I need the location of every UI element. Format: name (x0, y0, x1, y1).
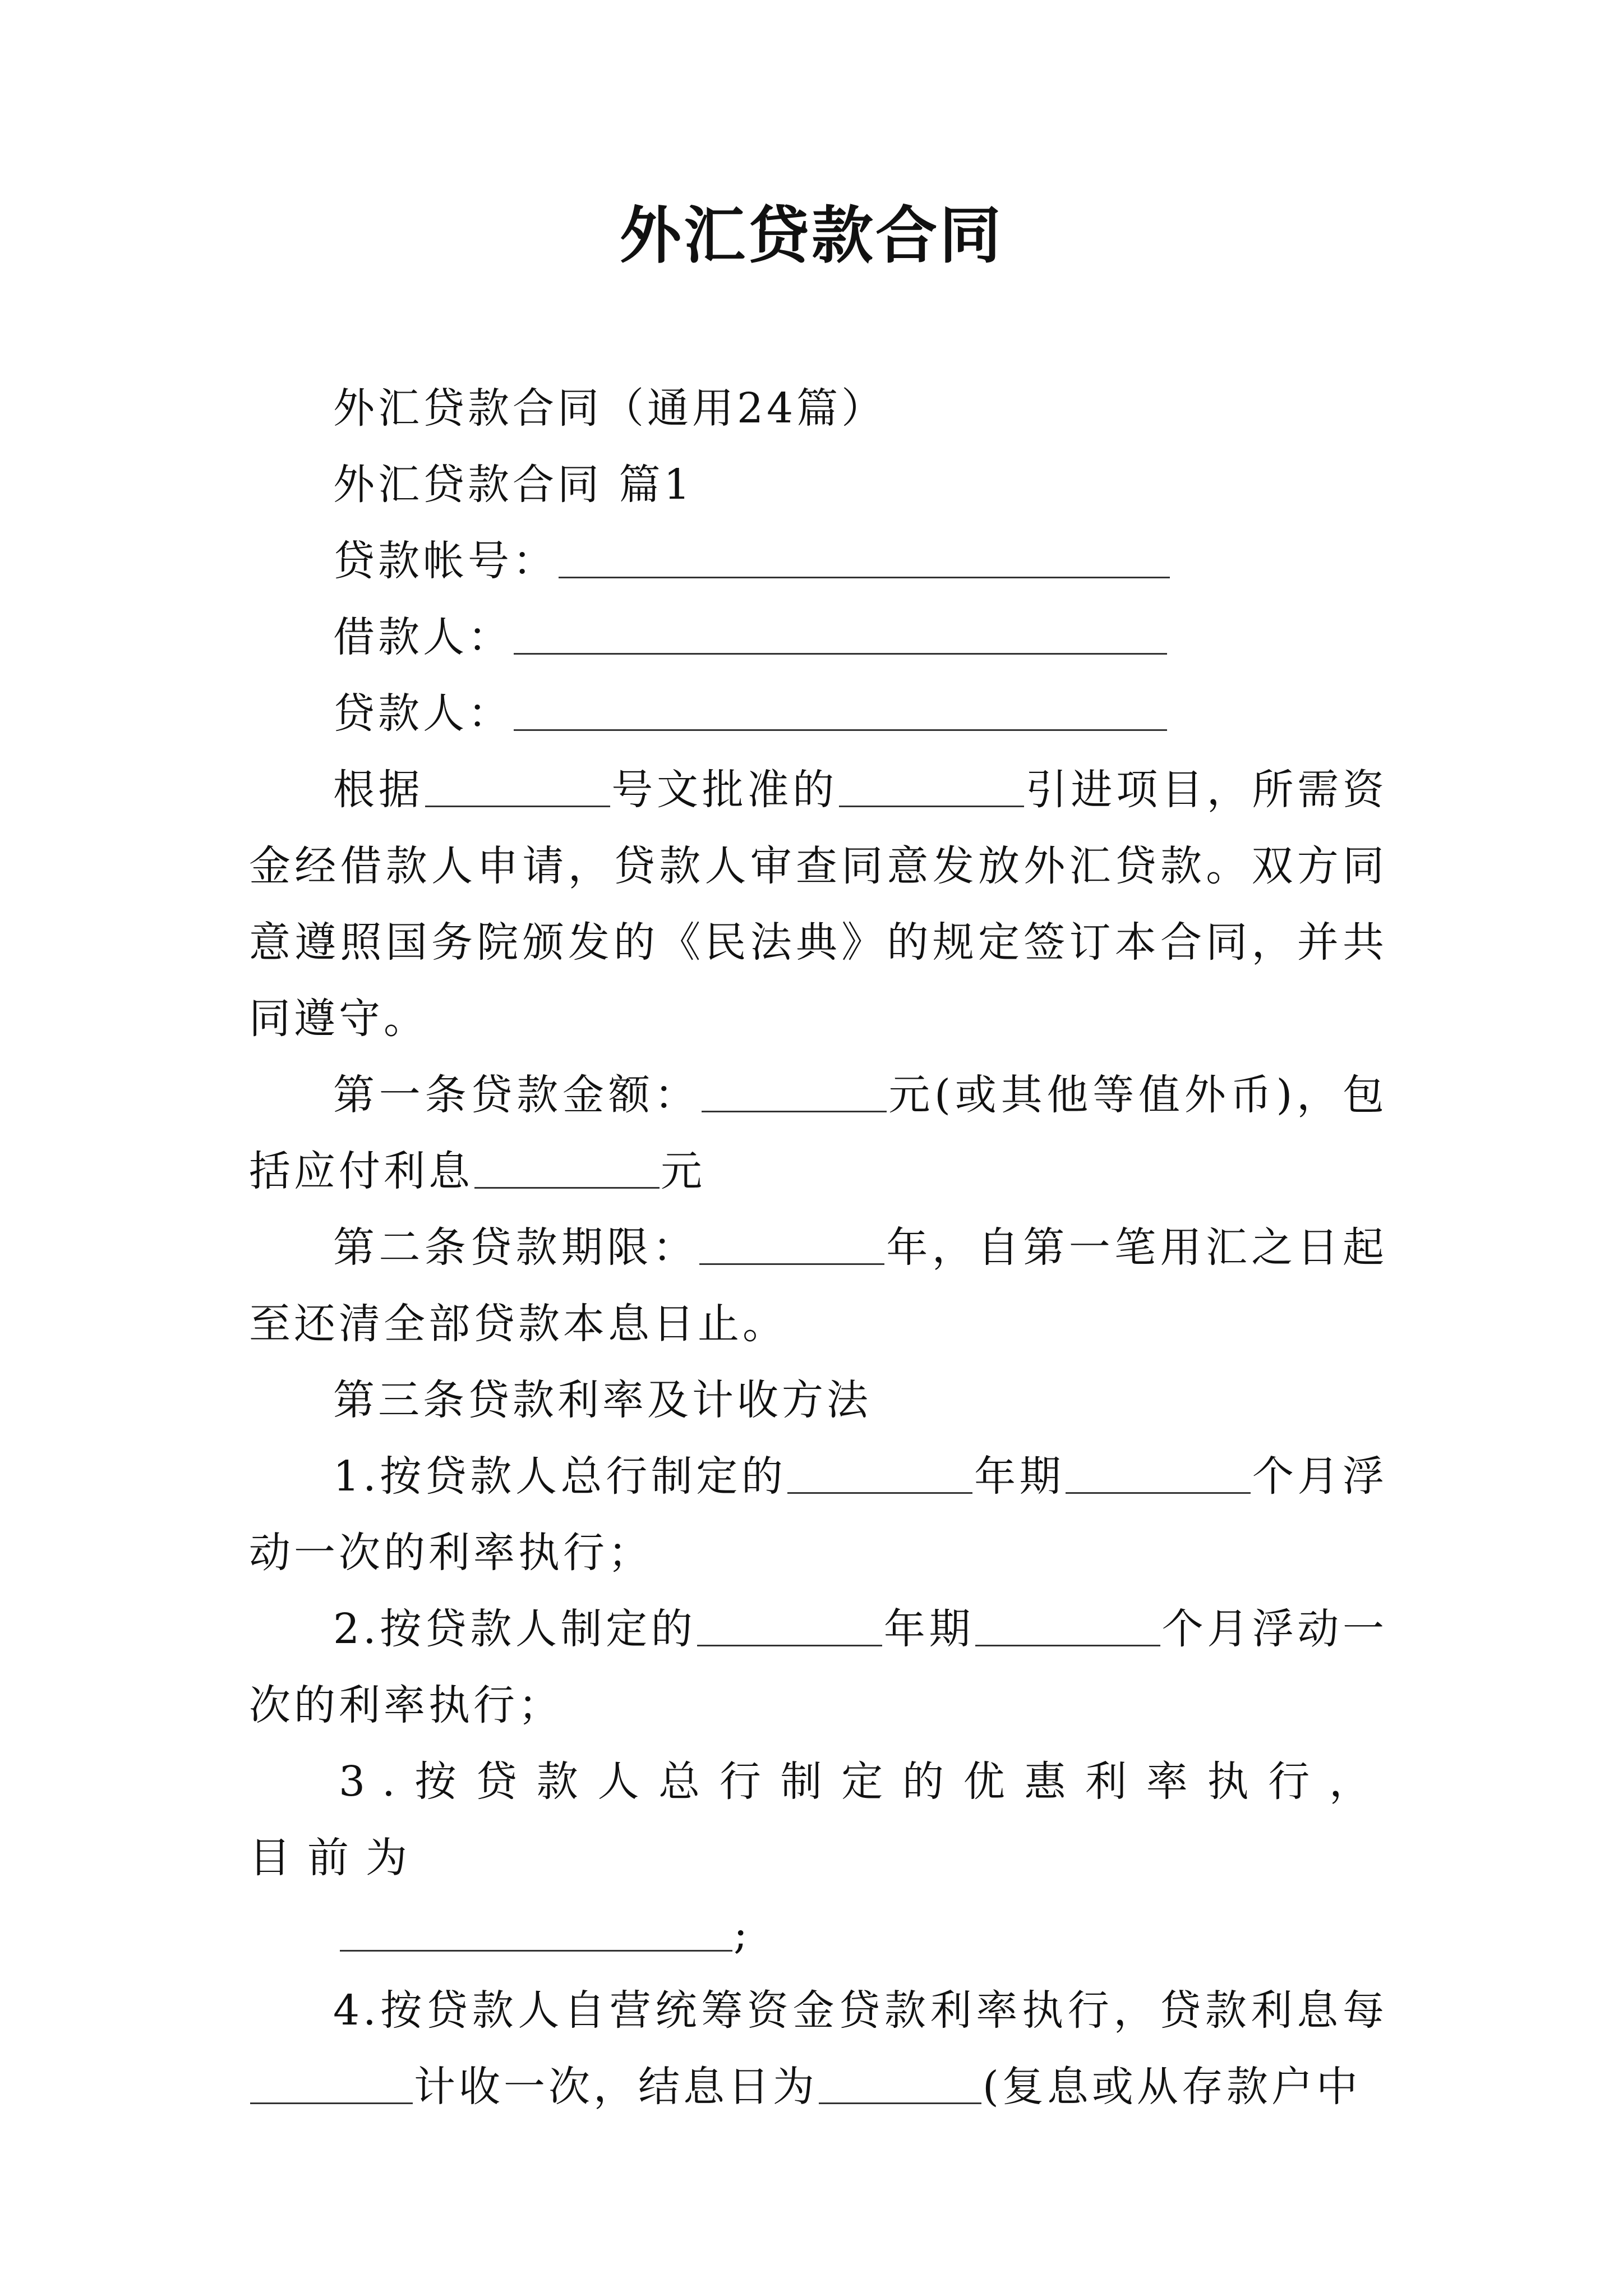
document-body (249, 370, 1387, 2125)
lender-blank (514, 696, 1167, 731)
item1-text-3: 个月浮动一次的利率执行； (249, 1452, 1388, 1577)
item1-text-1: 1.按贷款人总行制定的 (333, 1452, 787, 1501)
borrower-blank (514, 619, 1167, 655)
article1-paragraph (249, 1057, 1387, 1209)
approval-number-blank (425, 772, 610, 807)
document-title: 外汇贷款合同 (620, 199, 1003, 272)
intro-text-2: 号文批准的 (611, 766, 838, 814)
project-name-blank (839, 772, 1024, 807)
item3-rate-blank (340, 1916, 732, 1952)
loan-account-line (249, 523, 1387, 599)
item2-text-3: 个月浮动一次的利率执行； (249, 1605, 1388, 1729)
item2-years-blank (697, 1611, 882, 1646)
item3-text-2: ; (734, 1910, 751, 1958)
item3-blank-line (249, 1896, 1387, 1972)
item1-text-2: 年期 (974, 1452, 1065, 1501)
subtitle: 外汇贷款合同（通用24篇） (333, 384, 887, 432)
loan-amount-blank (702, 1077, 887, 1112)
borrower-line (249, 599, 1387, 675)
item3-text-1: 3.按贷款人总行制定的优惠利率执行，目前为 (249, 1757, 1387, 1882)
item2-text-2: 年期 (883, 1605, 975, 1653)
item1-years-blank (787, 1458, 972, 1494)
loan-account-label: 贷款帐号： (333, 537, 557, 585)
article3-heading: 第三条贷款利率及计收方法 (333, 1376, 872, 1424)
article1-text-3: 元 (661, 1147, 706, 1195)
article2-text-1: 第二条贷款期限： (333, 1223, 698, 1272)
article3-item2 (249, 1591, 1387, 1743)
intro-text-3: 引进项目，所需资金经借款人申请，贷款人审查同意发放外汇贷款。双方同意遵照国务院颁发的《民法典》的规定签订本合同，并共同遵守。 (249, 766, 1387, 1043)
article3-item1 (249, 1438, 1387, 1591)
item4-text-3: (复息或从存款户中 (983, 2063, 1361, 2111)
item4-settlement-date-blank (819, 2069, 981, 2104)
interest-amount-blank (474, 1153, 660, 1189)
lender-label: 贷款人： (333, 689, 513, 738)
item4-text-1: 4.按贷款人自营统筹资金贷款利率执行，贷款利息每 (333, 1986, 1387, 2035)
article1-text-1: 第一条贷款金额： (333, 1071, 700, 1119)
lender-line (249, 675, 1387, 752)
item2-months-blank (975, 1611, 1160, 1646)
loan-term-blank (699, 1230, 884, 1265)
article2-text-2: 年，自第一笔用汇之日起至还清全部贷款本息日止。 (249, 1223, 1388, 1348)
borrower-label: 借款人： (333, 613, 513, 661)
item2-text-1: 2.按贷款人制定的 (333, 1605, 697, 1653)
section-heading: 外汇贷款合同 篇1 (333, 461, 694, 509)
intro-paragraph (249, 752, 1387, 1057)
loan-account-blank (559, 543, 1170, 578)
article3-item3 (249, 1743, 1387, 1972)
item1-months-blank (1066, 1458, 1251, 1494)
item4-text-2: 计收一次，结息日为 (414, 2063, 818, 2111)
intro-text-1: 根据 (333, 766, 424, 814)
item4-period-blank (250, 2069, 413, 2104)
article3-item4 (249, 1972, 1387, 2125)
article1-text-2: 元(或其他等值外币)，包括应付利息 (249, 1071, 1387, 1195)
article2-paragraph (249, 1209, 1387, 1362)
